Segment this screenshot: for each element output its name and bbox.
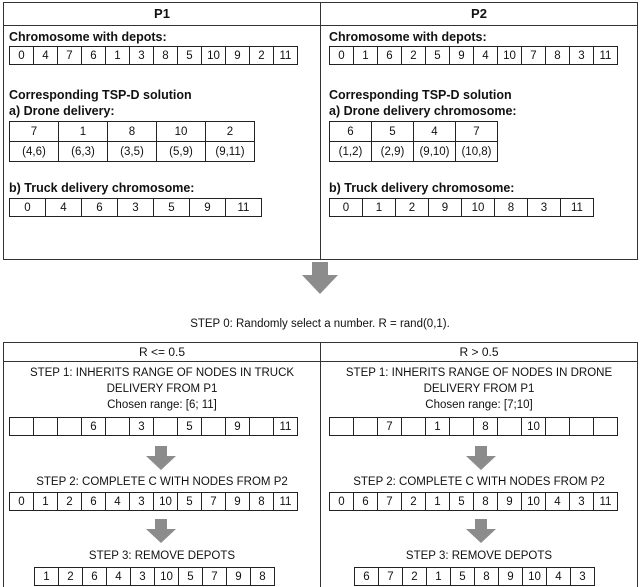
left-step3-text: STEP 3: REMOVE DEPOTS	[88, 550, 236, 562]
gene-cell: 5	[178, 567, 203, 586]
drone-pair-cell: (10,8)	[456, 142, 498, 162]
right-chosen-range: Chosen range: [7;10]	[425, 399, 533, 411]
right-step2-text: STEP 2: COMPLETE C WITH NODES FROM P2	[353, 476, 605, 488]
right-final-chromosome	[354, 567, 595, 586]
gene-cell: 1	[426, 567, 451, 586]
gene-cell: 6	[377, 46, 402, 65]
gene-cell: 5	[153, 198, 190, 217]
drone-pair-cell: (9,11)	[206, 142, 255, 162]
gene-cell: 6	[81, 492, 106, 511]
left-step1-line1: STEP 1: INHERITS RANGE OF NODES IN TRUCK	[29, 367, 295, 379]
gene-cell: 0	[329, 46, 354, 65]
gene-cell: 7	[378, 567, 403, 586]
gene-cell: 8	[473, 417, 498, 436]
gene-cell: 7	[57, 46, 82, 65]
gene-cell: 4	[473, 46, 498, 65]
gene-cell: 9	[428, 198, 462, 217]
gene-cell	[329, 417, 354, 436]
gene-cell: 3	[117, 198, 154, 217]
gene-cell: 4	[545, 492, 570, 511]
gene-cell: 7	[377, 492, 402, 511]
gene-cell: 1	[34, 567, 59, 586]
gene-cell	[201, 417, 226, 436]
drone-pair-cell: (6,3)	[59, 142, 108, 162]
gene-cell: 7	[202, 567, 227, 586]
gene-cell: 1	[425, 417, 450, 436]
p1-drone-label: a) Drone delivery:	[9, 104, 115, 118]
drone-pair-cell: (3,5)	[108, 142, 157, 162]
gene-cell: 1	[33, 492, 58, 511]
drone-pair-cell: (4,6)	[10, 142, 59, 162]
gene-cell: 2	[401, 492, 426, 511]
gene-cell: 8	[250, 567, 275, 586]
drone-pair-cell: (1,2)	[330, 142, 372, 162]
gene-cell	[105, 417, 130, 436]
right-complete-chromosome	[329, 492, 618, 511]
gene-cell: 7	[521, 46, 546, 65]
p1-title: P1	[4, 3, 320, 26]
gene-cell: 10	[521, 417, 546, 436]
down-arrow-icon	[466, 519, 496, 543]
drone-node-cell: 10	[157, 122, 206, 142]
gene-cell: 4	[106, 567, 131, 586]
gene-cell	[569, 417, 594, 436]
right-step1-line2: DELIVERY FROM P1	[423, 383, 535, 395]
gene-cell: 10	[154, 567, 179, 586]
down-arrow-icon	[466, 446, 496, 470]
left-complete-chromosome	[9, 492, 298, 511]
gene-cell: 6	[353, 492, 378, 511]
down-arrow-icon	[146, 519, 176, 543]
gene-cell: 9	[225, 46, 250, 65]
p1-truck-label: b) Truck delivery chromosome:	[9, 181, 195, 195]
parent-p2-panel	[320, 2, 638, 260]
gene-cell: 5	[177, 492, 202, 511]
gene-cell: 3	[569, 492, 594, 511]
p2-chromosome-label: Chromosome with depots:	[329, 30, 487, 44]
gene-cell	[33, 417, 58, 436]
gene-cell: 1	[425, 492, 450, 511]
left-step2-text: STEP 2: COMPLETE C WITH NODES FROM P2	[36, 476, 288, 488]
gene-cell: 5	[177, 46, 202, 65]
left-branch-panel	[3, 342, 321, 587]
left-chosen-range: Chosen range: [6; 11]	[107, 399, 217, 411]
drone-node-cell: 4	[414, 122, 456, 142]
gene-cell: 2	[249, 46, 274, 65]
gene-cell: 11	[273, 417, 298, 436]
gene-cell: 9	[225, 417, 250, 436]
gene-cell: 5	[449, 492, 474, 511]
gene-cell: 2	[395, 198, 429, 217]
p2-drone-label: a) Drone delivery chromosome:	[329, 104, 517, 118]
gene-cell: 1	[105, 46, 130, 65]
gene-cell: 11	[273, 46, 298, 65]
gene-cell: 6	[354, 567, 379, 586]
gene-cell: 3	[569, 46, 594, 65]
gene-cell: 6	[81, 417, 106, 436]
gene-cell: 7	[377, 417, 402, 436]
p1-truck-chromosome	[9, 198, 262, 217]
gene-cell: 10	[497, 46, 522, 65]
drone-node-cell: 7	[10, 122, 59, 142]
gene-cell: 1	[362, 198, 396, 217]
gene-cell: 9	[189, 198, 226, 217]
p1-chromosome	[9, 46, 298, 65]
gene-cell	[353, 417, 378, 436]
gene-cell: 10	[461, 198, 495, 217]
left-inherit-chromosome	[9, 417, 298, 436]
step0-text: STEP 0: Randomly select a number. R = rand(0,1).	[190, 318, 450, 330]
left-final-chromosome	[34, 567, 275, 586]
gene-cell: 9	[225, 492, 250, 511]
p2-chromosome	[329, 46, 618, 65]
p2-truck-chromosome	[329, 198, 594, 217]
gene-cell: 4	[45, 198, 82, 217]
gene-cell: 2	[401, 46, 426, 65]
p2-drone-table	[329, 121, 498, 162]
gene-cell: 11	[225, 198, 262, 217]
gene-cell: 11	[273, 492, 298, 511]
gene-cell: 10	[521, 492, 546, 511]
gene-cell: 4	[546, 567, 571, 586]
gene-cell: 9	[498, 567, 523, 586]
gene-cell: 2	[402, 567, 427, 586]
gene-cell: 8	[494, 198, 528, 217]
drone-pair-cell: (9,10)	[414, 142, 456, 162]
gene-cell: 3	[527, 198, 561, 217]
gene-cell	[57, 417, 82, 436]
gene-cell: 8	[249, 492, 274, 511]
gene-cell: 8	[473, 492, 498, 511]
right-inherit-chromosome	[329, 417, 618, 436]
gene-cell: 1	[353, 46, 378, 65]
gene-cell: 11	[560, 198, 594, 217]
down-arrow-icon	[146, 446, 176, 470]
p1-tsp-label: Corresponding TSP-D solution	[9, 88, 192, 102]
drone-node-cell: 7	[456, 122, 498, 142]
down-arrow-icon	[302, 262, 338, 294]
gene-cell: 6	[81, 198, 118, 217]
drone-node-cell: 6	[330, 122, 372, 142]
gene-cell: 9	[497, 492, 522, 511]
gene-cell: 5	[177, 417, 202, 436]
gene-cell	[249, 417, 274, 436]
right-branch-panel	[320, 342, 638, 587]
gene-cell: 2	[58, 567, 83, 586]
p1-chromosome-label: Chromosome with depots:	[9, 30, 167, 44]
gene-cell	[401, 417, 426, 436]
gene-cell: 0	[9, 492, 34, 511]
gene-cell: 3	[129, 46, 154, 65]
gene-cell: 10	[201, 46, 226, 65]
drone-node-cell: 2	[206, 122, 255, 142]
p2-truck-label: b) Truck delivery chromosome:	[329, 181, 515, 195]
gene-cell: 5	[450, 567, 475, 586]
gene-cell: 0	[329, 492, 354, 511]
drone-pair-cell: (5,9)	[157, 142, 206, 162]
gene-cell	[449, 417, 474, 436]
gene-cell: 2	[57, 492, 82, 511]
gene-cell: 11	[593, 492, 618, 511]
drone-node-cell: 8	[108, 122, 157, 142]
gene-cell: 6	[82, 567, 107, 586]
p1-drone-table	[9, 121, 255, 162]
gene-cell	[153, 417, 178, 436]
gene-cell	[497, 417, 522, 436]
gene-cell: 0	[9, 46, 34, 65]
gene-cell: 3	[129, 417, 154, 436]
gene-cell: 5	[425, 46, 450, 65]
gene-cell: 6	[81, 46, 106, 65]
gene-cell: 8	[545, 46, 570, 65]
right-condition: R > 0.5	[321, 343, 637, 362]
right-step3-text: STEP 3: REMOVE DEPOTS	[405, 550, 553, 562]
gene-cell	[593, 417, 618, 436]
gene-cell: 0	[9, 198, 46, 217]
gene-cell: 3	[129, 492, 154, 511]
drone-node-cell: 1	[59, 122, 108, 142]
right-step1-line1: STEP 1: INHERITS RANGE OF NODES IN DRONE	[345, 367, 613, 379]
gene-cell: 11	[593, 46, 618, 65]
left-step1-line2: DELIVERY FROM P1	[106, 383, 218, 395]
gene-cell: 10	[522, 567, 547, 586]
p2-title: P2	[321, 3, 637, 26]
gene-cell: 4	[33, 46, 58, 65]
gene-cell	[545, 417, 570, 436]
gene-cell: 10	[153, 492, 178, 511]
gene-cell	[9, 417, 34, 436]
gene-cell: 9	[226, 567, 251, 586]
gene-cell: 8	[474, 567, 499, 586]
gene-cell: 3	[130, 567, 155, 586]
gene-cell: 4	[105, 492, 130, 511]
p2-tsp-label: Corresponding TSP-D solution	[329, 88, 512, 102]
parent-p1-panel	[3, 2, 321, 260]
gene-cell: 0	[329, 198, 363, 217]
drone-pair-cell: (2,9)	[372, 142, 414, 162]
gene-cell: 9	[449, 46, 474, 65]
gene-cell: 8	[153, 46, 178, 65]
drone-node-cell: 5	[372, 122, 414, 142]
gene-cell: 3	[570, 567, 595, 586]
left-condition: R <= 0.5	[4, 343, 320, 362]
gene-cell: 7	[201, 492, 226, 511]
